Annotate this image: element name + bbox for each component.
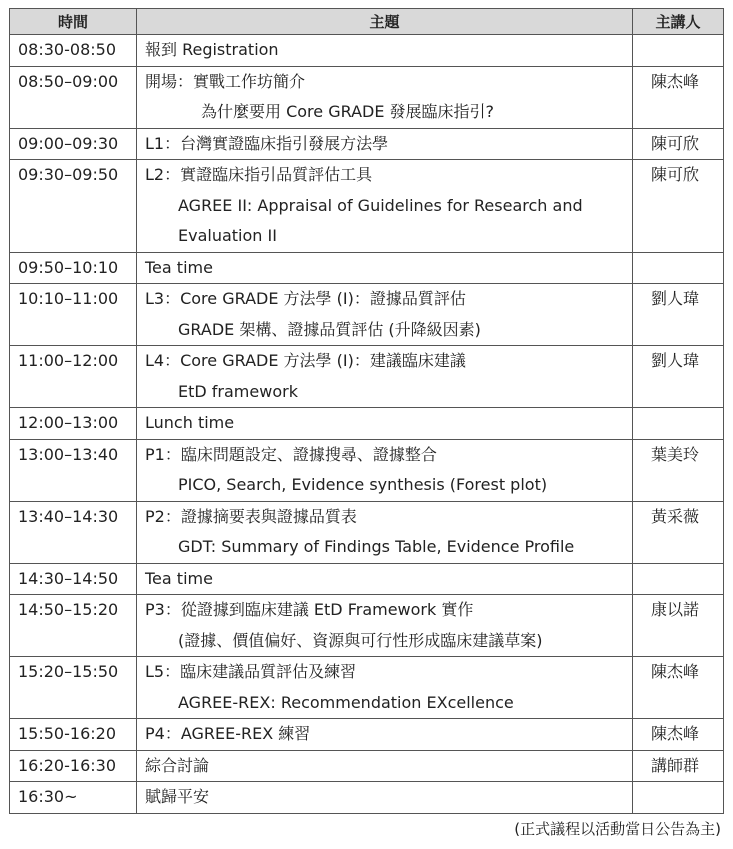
time-cell: 15:20–15:50 <box>10 657 137 719</box>
topic-subtitle: AGREE-REX: Recommendation EXcellence <box>178 692 514 712</box>
speaker-cell <box>633 563 724 595</box>
topic-title: L2：實證臨床指引品質評估工具 <box>145 165 373 184</box>
topic-subtitle: 為什麼要用 Core GRADE 發展臨床指引? <box>201 102 495 121</box>
table-row <box>10 750 724 782</box>
topic-cell <box>137 782 633 814</box>
speaker-cell: 劉人瑋 <box>633 346 724 408</box>
table-row <box>10 563 724 595</box>
time-cell: 08:50–09:00 <box>10 66 137 128</box>
topic-subtitle: GRADE 架構、證據品質評估 (升降級因素) <box>178 319 481 339</box>
time-cell: 13:00–13:40 <box>10 439 137 501</box>
speaker-cell <box>633 408 724 440</box>
topic-title: P1：臨床問題設定、證據搜尋、證據整合 <box>145 444 437 464</box>
table-row <box>10 408 724 440</box>
time-cell: 08:30-08:50 <box>10 35 137 67</box>
topic-title: L3：Core GRADE 方法學 (I)：證據品質評估 <box>145 289 466 308</box>
speaker-cell: 陳杰峰 <box>633 657 724 719</box>
table-row <box>10 66 724 128</box>
topic-subtitle: AGREE II: Appraisal of Guidelines for Research and <box>178 195 583 215</box>
table-row <box>10 595 724 657</box>
topic-cell <box>137 501 633 563</box>
topic-title: L1：台灣實證臨床指引發展方法學 <box>145 133 389 153</box>
topic-cell <box>137 750 633 782</box>
table-row <box>10 657 724 719</box>
table-row <box>10 719 724 751</box>
speaker-cell: 康以諾 <box>633 595 724 657</box>
topic-cell <box>137 284 633 346</box>
time-cell: 09:50–10:10 <box>10 252 137 284</box>
speaker-cell <box>633 252 724 284</box>
topic-subtitle: PICO, Search, Evidence synthesis (Forest plot) <box>178 475 548 494</box>
topic-cell <box>137 128 633 160</box>
topic-cell <box>137 252 633 284</box>
topic-cell <box>137 439 633 501</box>
time-cell: 16:20-16:30 <box>10 750 137 782</box>
topic-title: Tea time <box>145 257 213 277</box>
table-row <box>10 160 724 253</box>
topic-title: L4：Core GRADE 方法學 (I)：建議臨床建議 <box>145 351 466 370</box>
topic-cell <box>137 657 633 719</box>
speaker-cell <box>633 35 724 67</box>
speaker-cell: 陳杰峰 <box>633 719 724 751</box>
topic-subtitle: GDT: Summary of Findings Table, Evidence Profile <box>178 537 575 556</box>
table-header-row <box>10 9 724 35</box>
topic-title: 報到 Registration <box>145 40 279 59</box>
topic-title: Tea time <box>145 568 213 588</box>
agenda-body <box>10 35 724 814</box>
topic-title: 賦歸平安 <box>145 787 210 806</box>
topic-cell <box>137 160 633 253</box>
time-cell: 11:00–12:00 <box>10 346 137 408</box>
time-cell: 15:50-16:20 <box>10 719 137 751</box>
topic-title: 開場：實戰工作坊簡介 <box>145 71 306 91</box>
speaker-cell: 陳可欣 <box>633 160 724 253</box>
topic-title: 綜合討論 <box>145 755 210 775</box>
topic-title: Lunch time <box>145 413 235 432</box>
speaker-cell: 講師群 <box>633 750 724 782</box>
topic-subtitle: EtD framework <box>178 381 298 401</box>
time-cell: 14:50–15:20 <box>10 595 137 657</box>
topic-cell <box>137 719 633 751</box>
time-cell: 10:10–11:00 <box>10 284 137 346</box>
topic-title: L5：臨床建議品質評估及練習 <box>145 662 357 681</box>
time-cell: 14:30–14:50 <box>10 563 137 595</box>
topic-subtitle: Evaluation II <box>178 226 277 245</box>
topic-subtitle: (證據、價值偏好、資源與可行性形成臨床建議草案) <box>178 630 543 650</box>
topic-cell <box>137 408 633 440</box>
speaker-cell: 陳杰峰 <box>633 66 724 128</box>
time-cell: 16:30~ <box>10 782 137 814</box>
speaker-cell: 陳可欣 <box>633 128 724 160</box>
table-row <box>10 252 724 284</box>
topic-cell <box>137 66 633 128</box>
footnote: (正式議程以活動當日公告為主) <box>514 820 721 838</box>
speaker-cell: 葉美玲 <box>633 439 724 501</box>
time-cell: 09:30–09:50 <box>10 160 137 253</box>
speaker-cell: 劉人瑋 <box>633 284 724 346</box>
header-topic: 主題 <box>137 9 633 35</box>
table-row <box>10 346 724 408</box>
header-time: 時間 <box>10 9 137 35</box>
table-row <box>10 35 724 67</box>
time-cell: 12:00–13:00 <box>10 408 137 440</box>
speaker-cell: 黃采薇 <box>633 501 724 563</box>
topic-title: P3：從證據到臨床建議 EtD Framework 實作 <box>145 600 474 619</box>
topic-cell <box>137 563 633 595</box>
topic-title: P4：AGREE-REX 練習 <box>145 724 311 743</box>
header-speaker: 主講人 <box>633 9 724 35</box>
topic-title: P2：證據摘要表與證據品質表 <box>145 506 357 526</box>
table-row <box>10 782 724 814</box>
agenda-table <box>9 8 724 814</box>
topic-cell <box>137 35 633 67</box>
table-row <box>10 439 724 501</box>
table-row <box>10 284 724 346</box>
topic-cell <box>137 346 633 408</box>
agenda-container <box>9 8 723 814</box>
time-cell: 13:40–14:30 <box>10 501 137 563</box>
table-row <box>10 501 724 563</box>
table-row <box>10 128 724 160</box>
topic-cell <box>137 595 633 657</box>
time-cell: 09:00–09:30 <box>10 128 137 160</box>
speaker-cell <box>633 782 724 814</box>
